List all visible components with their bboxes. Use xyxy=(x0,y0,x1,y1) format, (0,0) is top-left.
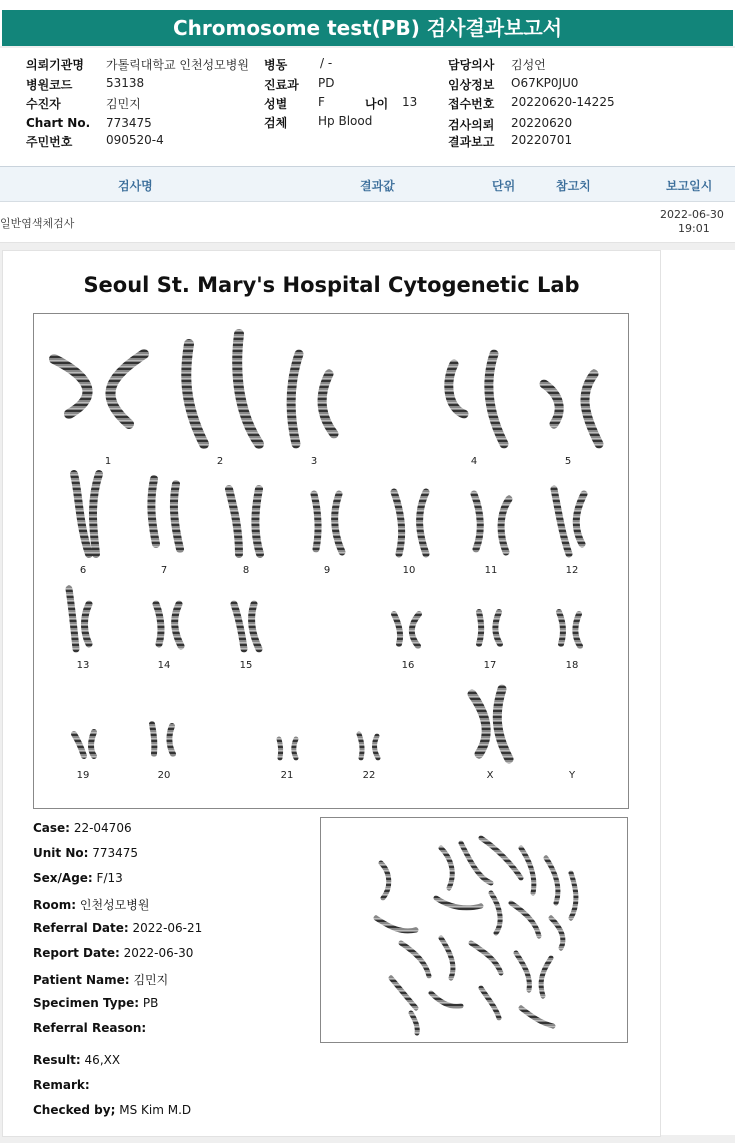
info-value: 773475 xyxy=(106,116,152,130)
info-value: 20220620-14225 xyxy=(511,95,615,109)
info-label: 결과보고 xyxy=(448,135,495,149)
chromosome-label: 9 xyxy=(323,565,331,576)
chromosome-label: Y xyxy=(568,770,576,781)
chromosome-label: 20 xyxy=(157,770,171,781)
chromosome-label: 19 xyxy=(76,770,90,781)
chromosome-label: 1 xyxy=(104,456,112,467)
checked-by-field: Checked by; MS Kim M.D xyxy=(33,1103,192,1117)
info-label: 임상정보 xyxy=(448,78,495,92)
info-value: 김성언 xyxy=(511,58,546,72)
result-field: Result: 46,XX xyxy=(33,1053,121,1067)
chromosome-label: 16 xyxy=(401,660,415,671)
info-label: 수진자 xyxy=(26,97,61,111)
age-value: 13 xyxy=(402,95,418,109)
info-value: 20220620 xyxy=(511,116,573,130)
info-label: Chart No. xyxy=(26,116,91,130)
info-value: 090520-4 xyxy=(106,133,164,147)
chromosome-label: 13 xyxy=(76,660,90,671)
info-value: PD xyxy=(318,76,335,90)
age-label: 나이 xyxy=(365,97,389,111)
header-reference: 참고치 xyxy=(556,179,591,193)
chromosome-label: 4 xyxy=(470,456,478,467)
chromosome-label: 2 xyxy=(216,456,224,467)
info-label: 진료과 xyxy=(264,78,299,92)
chromosome-label: 11 xyxy=(484,565,498,576)
report-time: 19:01 xyxy=(678,222,710,235)
info-label: 검체 xyxy=(264,116,288,130)
chromosome-label: 17 xyxy=(483,660,497,671)
info-value: 김민지 xyxy=(106,97,141,111)
chromosome-label: 15 xyxy=(239,660,253,671)
table-header xyxy=(0,167,735,202)
right-margin xyxy=(660,250,735,1135)
metaphase-image xyxy=(320,817,628,1043)
info-label: 접수번호 xyxy=(448,97,495,111)
specimen-type-field: Specimen Type: PB xyxy=(33,996,159,1010)
info-label: 병동 xyxy=(264,58,288,72)
metaphase-spread xyxy=(321,818,627,1042)
chromosome-label: 10 xyxy=(402,565,416,576)
chromosome-label: 8 xyxy=(242,565,250,576)
info-label: 성별 xyxy=(264,97,288,111)
header-result: 결과값 xyxy=(360,179,395,193)
referral-date-field: Referral Date: 2022-06-21 xyxy=(33,921,203,935)
report-date: 2022-06-30 xyxy=(660,208,724,221)
report-date-field: Report Date: 2022-06-30 xyxy=(33,946,194,960)
chromosome-label: 12 xyxy=(565,565,579,576)
info-value: Hp Blood xyxy=(318,114,373,128)
lab-title: Seoul St. Mary's Hospital Cytogenetic Lab xyxy=(83,273,580,297)
chromosome-label: 21 xyxy=(280,770,294,781)
sex-age-field: Sex/Age: F/13 xyxy=(33,871,123,885)
info-value: 가톨릭대학교 인천성모병원 xyxy=(106,58,249,72)
info-label: 주민번호 xyxy=(26,135,73,149)
unit-no-field: Unit No: 773475 xyxy=(33,846,139,860)
title-bar xyxy=(0,0,735,46)
chromosome-label: X xyxy=(486,770,494,781)
info-label: 검사의뢰 xyxy=(448,118,495,132)
chromosome-label: 6 xyxy=(79,565,87,576)
info-value: O67KP0JU0 xyxy=(511,76,579,90)
chromosome-label: 14 xyxy=(157,660,171,671)
info-label: 의뢰기관명 xyxy=(26,58,84,72)
info-label: 병원코드 xyxy=(26,78,73,92)
header-test-name: 검사명 xyxy=(118,179,153,193)
room-field: Room: 인천성모병원 xyxy=(33,898,150,912)
chromosome-label: 18 xyxy=(565,660,579,671)
info-value: 53138 xyxy=(106,76,145,90)
patient-name-field: Patient Name: 김민지 xyxy=(33,973,169,987)
info-value: 20220701 xyxy=(511,133,573,147)
chromosome-label: 5 xyxy=(564,456,572,467)
info-label: 담당의사 xyxy=(448,58,495,72)
chromosome-label: 22 xyxy=(362,770,376,781)
report-title: Chromosome test(PB) 검사결과보고서 xyxy=(2,10,733,46)
chromosome-label: 3 xyxy=(310,456,318,467)
info-value: F xyxy=(318,95,325,109)
table-row[interactable] xyxy=(0,202,735,243)
referral-reason-field: Referral Reason: xyxy=(33,1021,147,1035)
info-value: / - xyxy=(320,56,333,70)
chromosome-label: 7 xyxy=(160,565,168,576)
header-unit: 단위 xyxy=(492,179,516,193)
test-name: 일반염색체검사 xyxy=(0,217,75,230)
case-field: Case: 22-04706 xyxy=(33,821,132,835)
karyotype-image xyxy=(33,313,629,809)
karyotype-chromosomes xyxy=(34,314,628,808)
remark-field: Remark: xyxy=(33,1078,90,1092)
header-report-date: 보고일시 xyxy=(666,179,713,193)
patient-info xyxy=(0,48,735,166)
